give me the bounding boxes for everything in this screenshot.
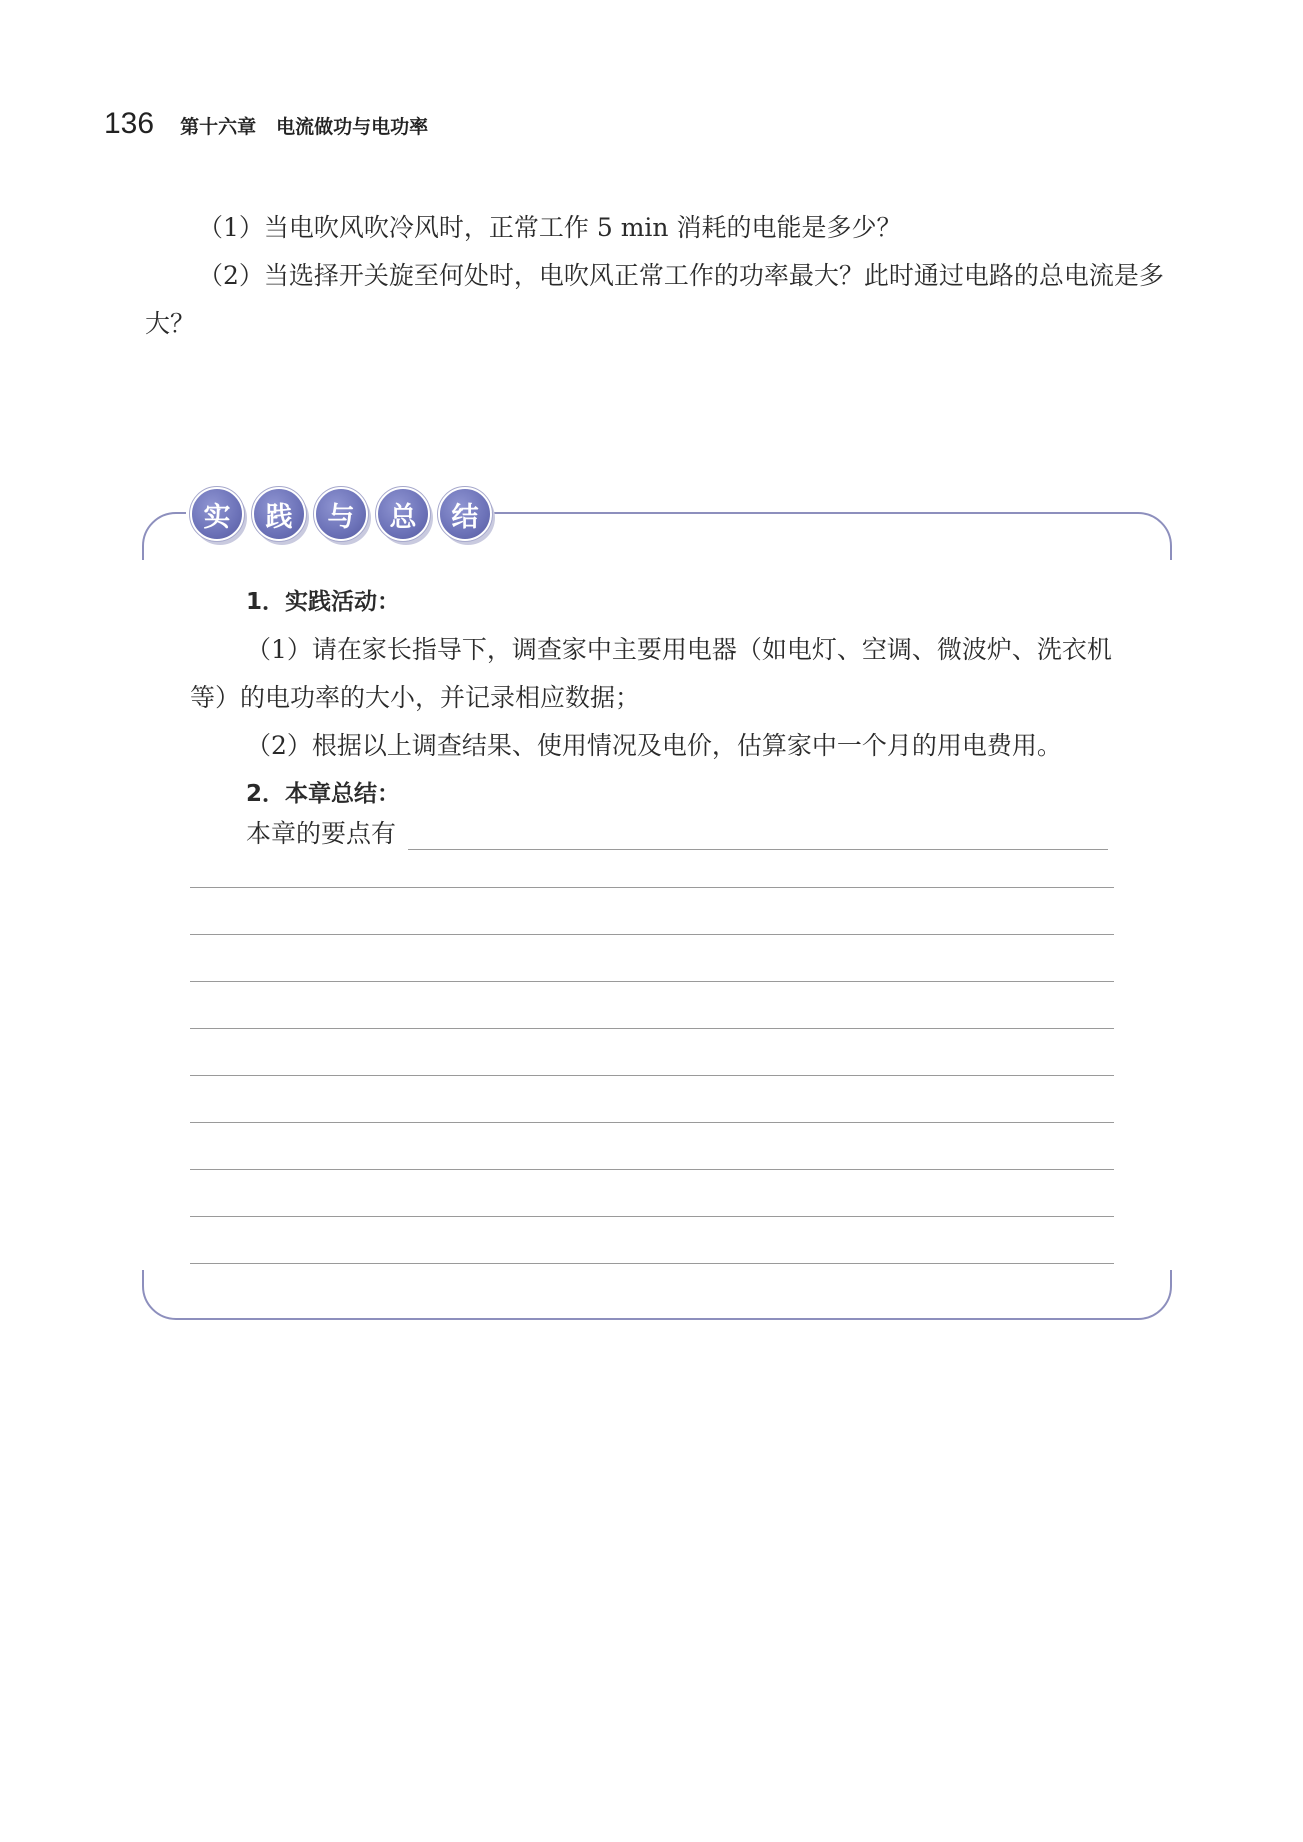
answer-line[interactable]	[190, 1263, 1114, 1264]
page-header	[104, 107, 428, 141]
section-badge: 实	[190, 487, 244, 541]
summary-heading: 2．本章总结：	[246, 781, 401, 807]
section-badge: 总	[376, 487, 430, 541]
question-1: （1）当电吹风吹冷风时，正常工作 5 min 消耗的电能是多少？	[198, 213, 902, 242]
answer-line[interactable]	[190, 1075, 1114, 1076]
section-badge: 践	[252, 487, 306, 541]
chapter-title: 电流做功与电功率	[276, 116, 429, 138]
page-number: 136	[104, 107, 155, 140]
practice-heading: 1．实践活动：	[246, 589, 401, 615]
section-badge: 与	[314, 487, 368, 541]
question-2: （2）当选择开关旋至何处时，电吹风正常工作的功率最大？此时通过电路的总电流是多大？	[145, 261, 1164, 338]
answer-line[interactable]	[190, 1169, 1114, 1170]
chapter-label: 第十六章	[180, 116, 257, 138]
answer-line[interactable]	[190, 887, 1114, 888]
section-title-badges	[190, 487, 500, 541]
answer-line[interactable]	[190, 1028, 1114, 1029]
answer-line[interactable]	[190, 981, 1114, 982]
answer-line[interactable]	[190, 934, 1114, 935]
summary-first-line	[246, 814, 1108, 850]
answer-line[interactable]	[190, 1122, 1114, 1123]
summary-prompt: 本章的要点有	[246, 819, 397, 848]
section-content	[190, 578, 1120, 818]
answer-line[interactable]	[190, 1216, 1114, 1217]
practice-item-1: （1）请在家长指导下，调查家中主要用电器（如电灯、空调、微波炉、洗衣机等）的电功率的大小，并记录相应数据；	[190, 635, 1112, 712]
section-badge: 结	[438, 487, 492, 541]
practice-item-2: （2）根据以上调查结果、使用情况及电价，估算家中一个月的用电费用。	[246, 731, 1062, 760]
answer-blank[interactable]	[408, 823, 1108, 850]
